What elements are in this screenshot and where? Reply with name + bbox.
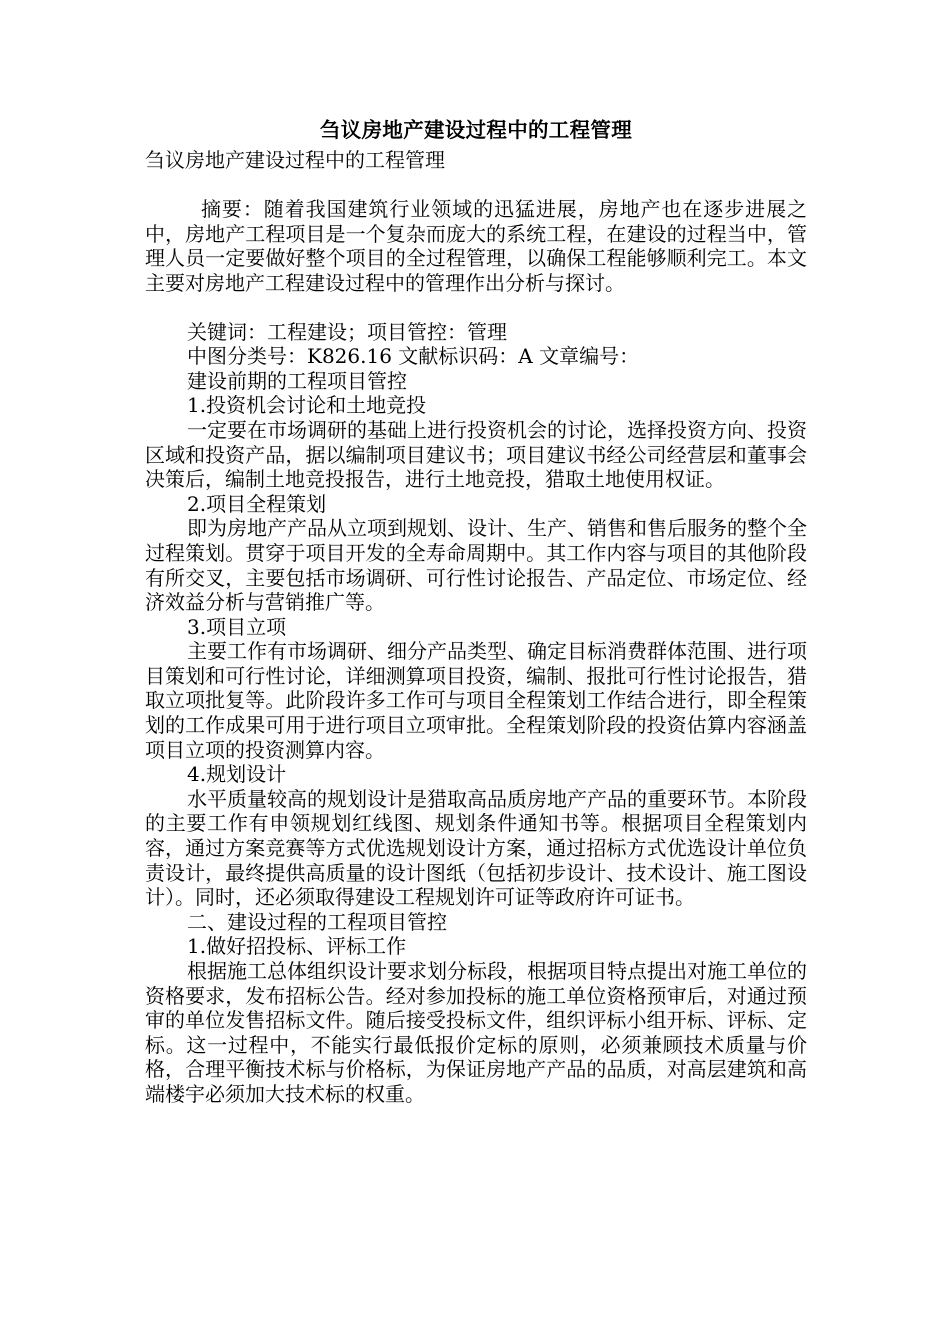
section-heading-1: 建设前期的工程项目管控: [187, 368, 407, 393]
document-subtitle: 刍议房地产建设过程中的工程管理: [145, 147, 445, 172]
abstract-paragraph: 摘要：随着我国建筑行业领域的迅猛进展，房地产也在逐步进展之中，房地产工程项目是一个复杂而庞大的系统工程，在建设的过程当中，管理人员一定要做好整个项目的全过程管理，以确保工程能够顺利完工。本文主要对房地产工程建设过程中的管理作出分析与探讨。: [145, 197, 807, 295]
subsection-heading: 3.项目立项: [187, 614, 287, 639]
document-title: 刍议房地产建设过程中的工程管理: [320, 118, 632, 142]
body-paragraph: 主要工作有市场调研、细分产品类型、确定目标消费群体范围、进行项目策划和可行性讨论，详细测算项目投资，编制、报批可行性讨论报告，猎取立项批复等。此阶段许多工作可与项目全程策划工作结合进行，即全程策划的工作成果可用于进行项目立项审批。全程策划阶段的投资估算内容涵盖项目立项的投资测算内容。: [145, 639, 807, 762]
subsection-heading: 4.规划设计: [187, 762, 287, 787]
body-paragraph: 水平质量较高的规划设计是猎取高品质房地产产品的重要环节。本阶段的主要工作有申领规划红线图、规划条件通知书等。根据项目全程策划内容，通过方案竞赛等方式优选规划设计方案，通过招标方式优选设计单位负责设计，最终提供高质量的设计图纸（包括初步设计、技术设计、施工图设计）。同时，还必须取得建设工程规划许可证等政府许可证书。: [145, 786, 807, 910]
classification-line: 中图分类号：K826.16 文献标识码：A 文章编号：: [187, 344, 640, 369]
body-paragraph: 一定要在市场调研的基础上进行投资机会的讨论，选择投资方向、投资区域和投资产品，据以编制项目建议书；项目建议书经公司经营层和董事会决策后，编制土地竞投报告，进行土地竞投，猎取土地使用权证。: [145, 417, 807, 492]
section-heading-2: 二、建设过程的工程项目管控: [187, 909, 447, 934]
subsection-heading: 1.做好招投标、评标工作: [187, 934, 407, 959]
body-paragraph: 根据施工总体组织设计要求划分标段，根据项目特点提出对施工单位的资格要求，发布招标公告。经对参加投标的施工单位资格预审后，对通过预审的单位发售招标文件。随后接受投标文件，组织评标小组开标、评标、定标。这一过程中，不能实行最低报价定标的原则，必须兼顾技术质量与价格，合理平衡技术标与价格标，为保证房地产产品的品质，对高层建筑和高端楼宇必须加大技术标的权重。: [145, 959, 807, 1106]
document-page: [145, 118, 807, 1107]
body-paragraph: 即为房地产产品从立项到规划、设计、生产、销售和售后服务的整个全过程策划。贯穿于项目开发的全寿命周期中。其工作内容与项目的其他阶段有所交叉，主要包括市场调研、可行性讨论报告、产品定位、市场定位、经济效益分析与营销推广等。: [145, 516, 807, 615]
spacer: [145, 172, 807, 197]
keywords-line: 关键词：工程建设；项目管控：管理: [187, 319, 507, 344]
subsection-heading: 1.投资机会讨论和土地竞投: [187, 393, 427, 418]
spacer: [145, 296, 807, 320]
subsection-heading: 2.项目全程策划: [187, 491, 327, 516]
